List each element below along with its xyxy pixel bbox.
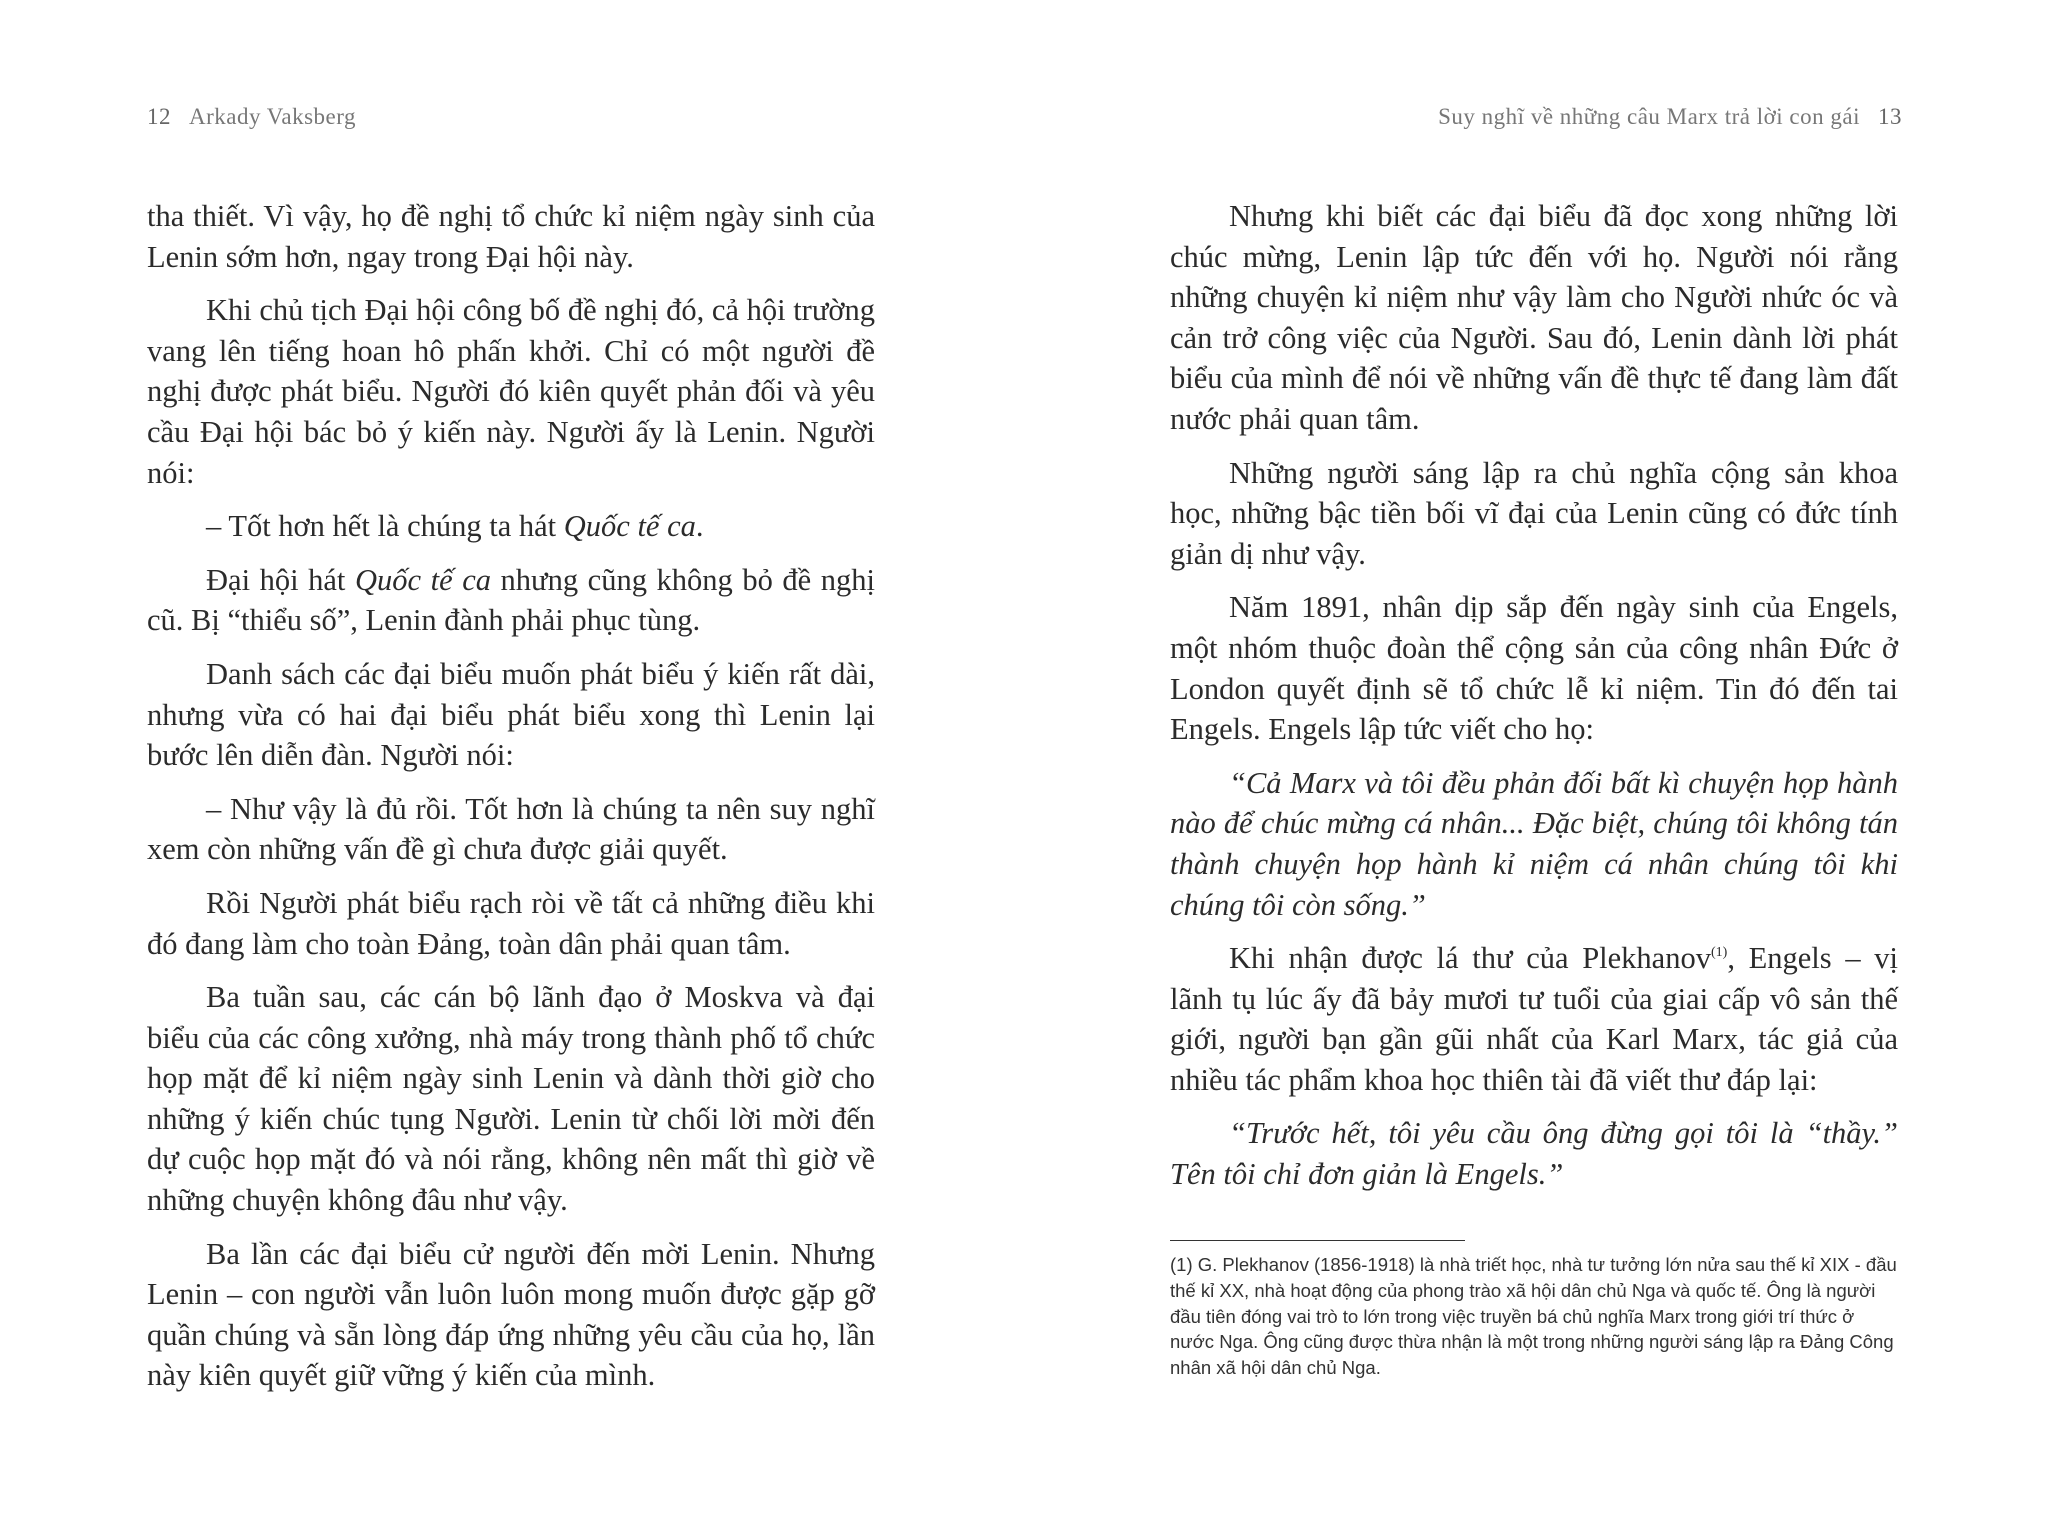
left-running-head-title: Arkady Vaksberg [189,104,356,129]
paragraph: Rồi Người phát biểu rạch ròi về tất cả những điều khi đó đang làm cho toàn Đảng, toàn dân phải quan tâm. [147,885,875,961]
paragraph-text: . [695,509,704,544]
paragraph: tha thiết. Vì vậy, họ đề nghị tổ chức kỉ niệm ngày sinh của Lenin sớm hơn, ngay trong Đại hội này. [147,199,875,274]
paragraph-text: Đại hội hát [206,562,355,597]
paragraph [147,560,875,641]
footnote: (1) G. Plekhanov (1856-1918) là nhà triết học, nhà tư tưởng lớn nửa sau thế kỉ XIX - đầu thế kỉ XX, nhà hoạt động của phong trào xã hội dân chủ Nga và quốc tế. Ông là người đầu tiên đóng vai trò to lớn trong việc truyền bá chủ nghĩa Marx trong giới trí thức ở nước Nga. Ông cũng được thừa nhận là một trong những người sáng lập ra Đảng Công nhân xã hội dân chủ Nga. [1170,1254,1897,1379]
paragraph: Ba lần các đại biểu cử người đến mời Lenin. Nhưng Lenin – con người vẫn luôn luôn mong muốn được gặp gỡ quần chúng và sẵn lòng đáp ứng những yêu cầu của họ, lần này kiên quyết giữ vững ý kiến của mình. [147,1236,875,1393]
right-page-number: 13 [1878,104,1902,129]
right-page [1024,0,2048,1520]
paragraph: Ba tuần sau, các cán bộ lãnh đạo ở Moskva và đại biểu của các công xưởng, nhà máy trong thành phố tổ chức họp mặt để kỉ niệm ngày sinh Lenin và dành thời giờ cho những ý kiến chúc tụng Người. Lenin từ chối lời mời đến dự cuộc họp mặt đó và nói rằng, không nên mất thì giờ về những chuyện không đâu như vậy. [147,980,875,1218]
paragraph-text: Khi nhận được lá thư của Plekhanov [1229,941,1711,976]
left-page-number: 12 [147,104,171,129]
right-running-head [1438,104,1902,130]
paragraph [147,506,875,547]
quote-paragraph: “Trước hết, tôi yêu cầu ông đừng gọi tôi là “thầy.” Tên tôi chỉ đơn giản là Engels.” [1170,1116,1898,1192]
quote-paragraph: “Cả Marx và tôi đều phản đối bất kì chuyện họp hành nào để chúc mừng cá nhân... Đặc biệt, chúng tôi không tán thành chuyện họp hành kỉ niệm cá nhân chúng tôi khi chúng tôi còn sống.” [1170,765,1898,922]
paragraph: Khi chủ tịch Đại hội công bố đề nghị đó, cả hội trường vang lên tiếng hoan hô phấn khởi. Chỉ có một người đề nghị được phát biểu. Người đó kiên quyết phản đối và yêu cầu Đại hội bác bỏ ý kiến này. Người ấy là Lenin. Người nói: [147,293,875,490]
paragraph [1170,938,1898,1100]
right-running-head-title: Suy nghĩ về những câu Marx trả lời con gái [1438,104,1860,129]
paragraph-text: , Engels – vị lãnh tụ lúc ấy đã bảy mươi tư tuổi của giai cấp vô sản thế giới, người bạn gần gũi nhất của Karl Marx, tác giả của nhiều tác phẩm khoa học thiên tài đã viết thư đáp lại: [1170,941,1898,1097]
paragraph: – Như vậy là đủ rồi. Tốt hơn là chúng ta nên suy nghĩ xem còn những vấn đề gì chưa được giải quyết. [147,791,875,867]
italic-title: Quốc tế ca [563,509,696,544]
right-body-text [1170,196,1898,1208]
footnote-divider [1170,1240,1465,1241]
paragraph: Nhưng khi biết các đại biểu đã đọc xong những lời chúc mừng, Lenin lập tức đến với họ. Người nói rằng những chuyện kỉ niệm như vậy làm cho Người nhức óc và cản trở công việc của Người. Sau đó, Lenin dành lời phát biểu của mình để nói về những vấn đề thực tế đang làm đất nước phải quan tâm. [1170,199,1898,436]
paragraph-text: – Tốt hơn hết là chúng ta hát [206,509,564,544]
paragraph: Những người sáng lập ra chủ nghĩa cộng sản khoa học, những bậc tiền bối vĩ đại của Lenin cũng có đức tính giản dị như vậy. [1170,455,1898,571]
left-body-text [147,196,875,1409]
paragraph: Danh sách các đại biểu muốn phát biểu ý kiến rất dài, nhưng vừa có hai đại biểu phát biểu xong thì Lenin lại bước lên diễn đàn. Người nói: [147,656,875,773]
paragraph-text: nhưng cũng không bỏ đề nghị cũ. Bị “thiểu số”, Lenin đành phải phục tùng. [147,562,875,638]
paragraph: Năm 1891, nhân dịp sắp đến ngày sinh của Engels, một nhóm thuộc đoàn thể cộng sản của công nhân Đức ở London quyết định sẽ tổ chức lễ kỉ niệm. Tin đó đến tai Engels. Engels lập tức viết cho họ: [1170,590,1898,747]
footnote-marker: (1) [1710,945,1728,961]
italic-title: Quốc tế ca [354,562,491,597]
left-running-head [147,104,356,130]
